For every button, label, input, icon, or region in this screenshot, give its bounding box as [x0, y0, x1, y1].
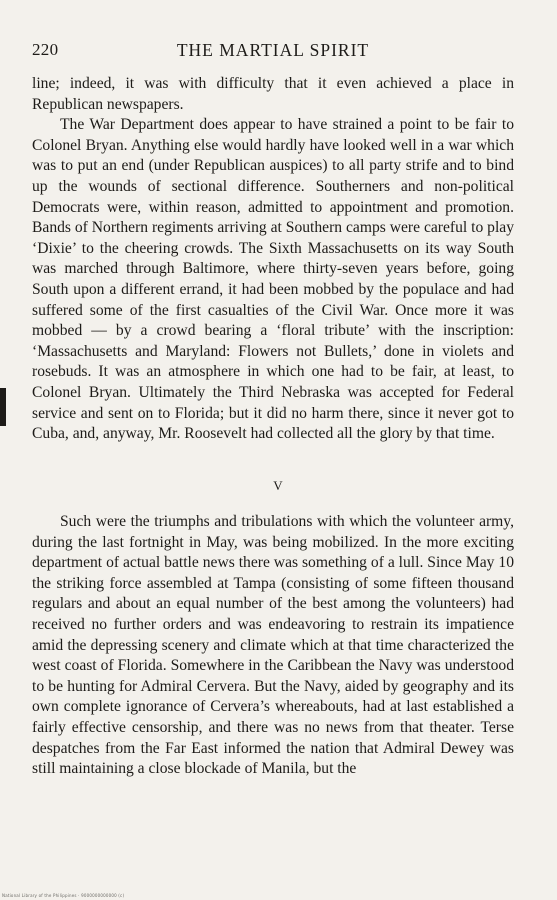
running-head: THE MARTIAL SPIRIT: [176, 40, 370, 60]
text-block-bottom: [32, 512, 514, 780]
paragraph-war-department: The War Department does appear to have strained a point to be fair to Colonel Bryan. Anything else would hardly have looked well in a war which was to put an end (under Republican auspices) to all party strife and to bind up the wounds of sectional difference. Southerners and non-political Democrats were, within reason, admitted to appointment and promotion. Bands of Northern regiments arriving at Southern camps were careful to play ‘Dixie’ to the cheering crowds. The Sixth Massachusetts on its way South was marched through Baltimore, where thirty-seven years before, going South upon a different errand, it had been mobbed by the populace and had suffered some of the first casualties of the Civil War. Once more it was mobbed — by a crowd bearing a ‘floral tribute’ with the inscription: ‘Massachusetts and Maryland: Flowers not Bullets,’ done in violets and rosebuds. It was an atmosphere in which one had to be fair, at least, to Colonel Bryan. Ultimately the Third Nebraska was accepted for Federal service and sent on to Florida; but it did no harm there, since it never got to Cuba, and, anyway, Mr. Roosevelt had collected all the glory by that time.: [32, 116, 514, 443]
text-block-top: [32, 74, 514, 445]
scan-footer: National Library of the Philippines · 9000000000000 (c): [2, 893, 125, 898]
scan-edge-mark: [0, 388, 6, 426]
paragraph-continuation: line; indeed, it was with difficulty that it even achieved a place in Republican newspapers.: [32, 75, 514, 113]
page-header: [32, 40, 514, 64]
section-marker: V: [273, 478, 284, 493]
page-number: 220: [32, 40, 59, 59]
paragraph-volunteer-army: Such were the triumphs and tribulations with which the volunteer army, during the last fortnight in May, was being mobilized. In the more exciting department of actual battle news there was something of a lull. Since May 10 the striking force assembled at Tampa (consisting of some fifteen thousand regulars and about an equal number of the best among the volunteers) had received no further orders and was endeavoring to restrain its impatience amid the depressing scenery and climate which at that time characterized the west coast of Florida. Somewhere in the Caribbean the Navy was understood to be hunting for Admiral Cervera. But the Navy, aided by geography and its own complete ignorance of Cervera’s whereabouts, had at last established a fairly effective censorship, and there was no news from that theater. Terse despatches from the Far East informed the nation that Admiral Dewey was still maintaining a close blockade of Manila, but the: [32, 513, 514, 778]
